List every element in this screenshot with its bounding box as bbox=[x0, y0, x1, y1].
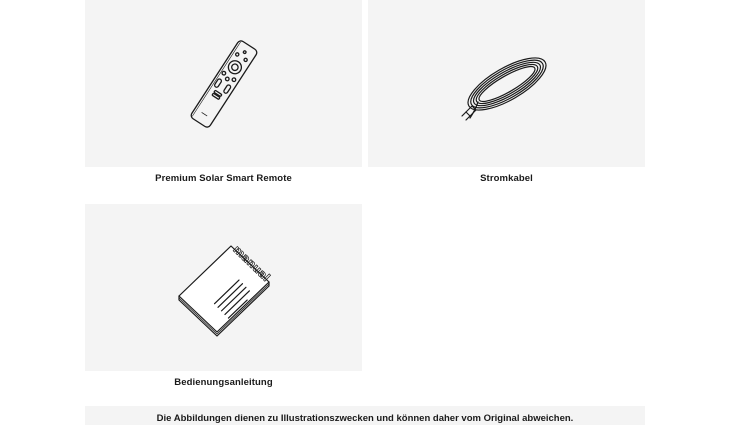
manual-booklet-icon bbox=[169, 238, 279, 338]
accessory-label: Stromkabel bbox=[480, 173, 533, 184]
manual-cover-text: manual bbox=[229, 242, 272, 284]
accessory-label: Premium Solar Smart Remote bbox=[155, 173, 292, 184]
accessory-label: Bedienungsanleitung bbox=[174, 377, 273, 388]
accessory-image-tile bbox=[368, 0, 645, 167]
power-cable-icon bbox=[452, 34, 562, 134]
accessory-item-remote bbox=[85, 0, 362, 185]
remote-control-icon bbox=[174, 34, 274, 134]
accessory-item-power-cable bbox=[368, 0, 645, 185]
illustration-disclaimer: Die Abbildungen dienen zu Illustrationszwecken und können daher vom Original abweichen. bbox=[85, 406, 645, 425]
accessory-image-tile bbox=[85, 204, 362, 371]
accessory-item-manual bbox=[85, 204, 362, 389]
accessory-image-tile bbox=[85, 0, 362, 167]
